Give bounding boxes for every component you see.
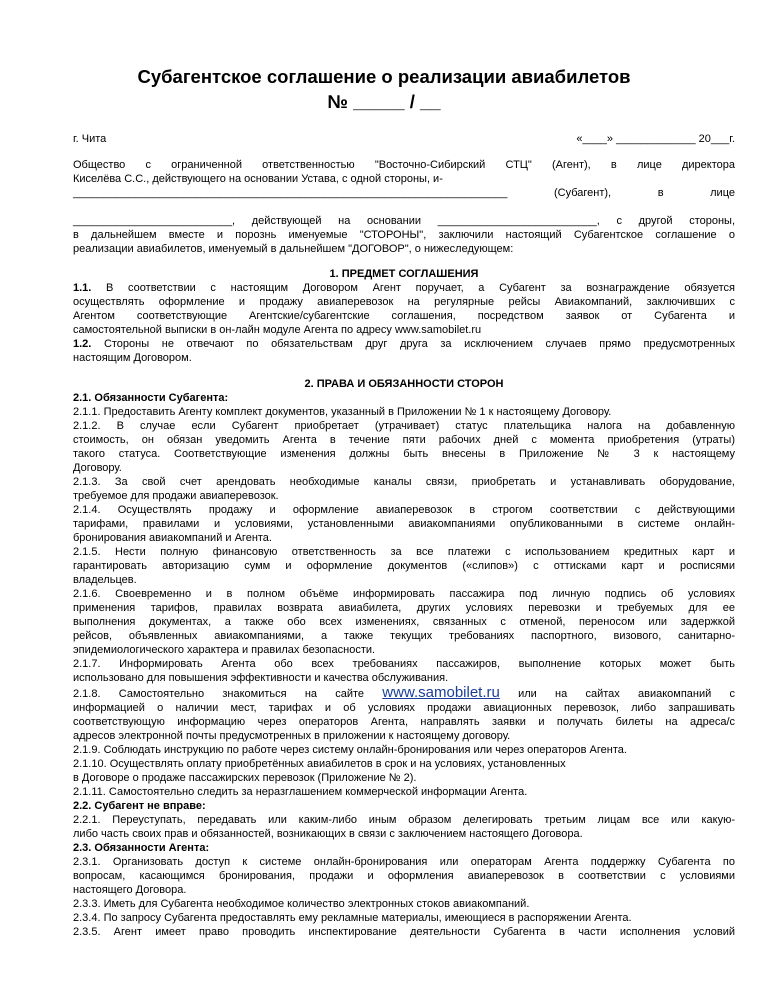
- clause-line: 2.2.1. Переуступать, передавать или каким-либо иным образом делегировать третьим лицам все или какую-: [73, 814, 735, 826]
- clause-line: вопросам, касающимся бронирования, продажи и оформления авиаперевозок в соответствии с условиями: [73, 870, 735, 882]
- clause-line: либо часть своих прав и обязанностей, возникающих в связи с заключением настоящего Договора.: [73, 828, 583, 840]
- clause-line: использовано для повышения эффективности и качества обслуживания.: [73, 672, 449, 684]
- document-title: Субагентское соглашение о реализации авиабилетов: [137, 66, 631, 87]
- clause-line: 2.3.3. Иметь для Субагента необходимое количество электронных стоков авиакомпаний.: [73, 898, 530, 910]
- subsection-heading: 2.2. Субагент не вправе:: [73, 800, 206, 812]
- clause-text: 2.1.8. Самостоятельно знакомиться на сайте: [73, 688, 365, 700]
- clause-line: 2.3.5. Агент имеет право проводить инспектирование деятельности Субагента в части исполнения условий: [73, 926, 735, 938]
- subsection-heading: 2.1. Обязанности Субагента:: [73, 392, 229, 404]
- clause-line: стоимость, он обязан уведомить Агента в течение пяти рабочих дней с момента приобретения (утраты): [73, 434, 735, 446]
- clause-line: 2.1.1. Предоставить Агенту комплект документов, указанный в Приложении № 1 к настоящему Договору.: [73, 406, 612, 418]
- clause-line: в Договоре о продаже пассажирских перевозок (Приложение № 2).: [73, 772, 417, 784]
- date-line: [73, 133, 735, 147]
- clause-line: 2.1.4. Осуществлять продажу и оформление авиаперевозок в строгом соответствии с действующими: [73, 504, 735, 516]
- clause-line: такого статуса. Соответствующие изменения должны быть внесены в Приложение № 3 к настоящему: [73, 448, 735, 460]
- clause-line: [73, 684, 735, 703]
- clause-line: 2.1.7. Информировать Агента обо всех требованиях пассажиров, выполнение которых может быть: [73, 658, 735, 670]
- clause-line: требуемое для продажи авиаперевозок.: [73, 490, 279, 502]
- clause-number: 1.1.: [73, 282, 92, 294]
- clause-line: [73, 338, 735, 352]
- subsection-heading: 2.3. Обязанности Агента:: [73, 842, 210, 854]
- clause-number: 1.2.: [73, 338, 92, 350]
- clause-line: гарантировать авторизацию сумм и оформление документов («слипов») с оттисками карт и росписями: [73, 560, 735, 572]
- section-heading: 2. ПРАВА И ОБЯЗАННОСТИ СТОРОН: [304, 378, 504, 390]
- clause-line: 2.1.11. Самостоятельно следить за неразглашением коммерческой информации Агента.: [73, 786, 528, 798]
- clause-line: соответствующую информацию через операторов Агента, направлять заявки и получать билеты на адреса/с: [73, 716, 735, 728]
- clause-line: 2.1.9. Соблюдать инструкцию по работе через систему онлайн-бронирования или через операторов Агента.: [73, 744, 627, 756]
- clause-line: Договору.: [73, 462, 122, 474]
- clause-line: бронирования авиакомпаний и Агента.: [73, 532, 272, 544]
- clause-line: 2.1.3. За свой счет арендовать необходимые каналы связи, приобретать и устанавливать оборудование,: [73, 476, 735, 488]
- date-text: «____» _____________ 20___г.: [576, 133, 735, 145]
- clause-line: 2.3.4. По запросу Субагента предоставлять ему рекламные материалы, имеющиеся в распоряжении Агента.: [73, 912, 632, 924]
- samobilet-link[interactable]: www.samobilet.ru: [382, 684, 500, 701]
- preamble-line: реализации авиабилетов, именуемый в дальнейшем "ДОГОВОР", о нижеследующем:: [73, 243, 514, 255]
- clause-line: адресов электронной почты предусмотренных в приложении к настоящему договору.: [73, 730, 511, 742]
- section-heading: 1. ПРЕДМЕТ СОГЛАШЕНИЯ: [329, 268, 479, 280]
- preamble-line: Киселёва С.С., действующего на основании Устава, с одной стороны, и-: [73, 173, 443, 185]
- clause-line: [73, 282, 735, 296]
- clause-line: настоящего Договора.: [73, 884, 187, 896]
- clause-line: самостоятельной выписки в он-лайн модуле Агента по адресу www.samobilet.ru: [73, 324, 482, 336]
- clause-line: настоящим Договором.: [73, 352, 192, 364]
- clause-text: В соответствии с настоящим Договором Агент поручает, а Субагент за вознаграждение обязуется: [106, 282, 735, 294]
- city-text: г. Чита: [73, 133, 107, 145]
- preamble-line: Общество с ограниченной ответственностью "Восточно-Сибирский СТЦ" (Агент), в лице директора: [73, 159, 735, 171]
- clause-line: эпидемиологического характера и правилах безопасности.: [73, 644, 376, 656]
- clause-line: 2.1.2. В случае если Субагент приобретает (утрачивает) статус плательщика налога на добавленную: [73, 420, 735, 432]
- document-number: № _____ / __: [327, 91, 441, 112]
- clause-line: тарифами, правилами и условиями, установленными авиакомпаниями опубликованными в системе онлайн-: [73, 518, 735, 530]
- clause-line: 2.3.1. Организовать доступ к системе онлайн-бронирования или операторам Агента поддержку Субагента по: [73, 856, 735, 868]
- clause-line: 2.1.10. Осуществлять оплату приобретённых авиабилетов в срок и на условиях, установленных: [73, 758, 566, 770]
- clause-line: осуществлять оформление и продажу авиаперевозок на регулярные рейсы Авиакомпаний, заключивших с: [73, 296, 735, 308]
- clause-line: применения тарифов, правилах возврата авиабилета, других условиях перевозки и требуемых для ее: [73, 602, 735, 614]
- preamble-line: __________________________, действующей на основании __________________________, с другой стороны,: [73, 215, 735, 227]
- clause-line: выполнения документах, а также обо всех изменениях, связанных с отменой, переносом или задержкой: [73, 616, 735, 628]
- preamble-line: в дальнейшем вместе и порознь именуемые "СТОРОНЫ", заключили настоящий Субагентское соглашение о: [73, 229, 735, 241]
- clause-line: Агентом соответствующие Агентские/субагентские соглашения, посредством заявок от Субагента и: [73, 310, 735, 322]
- clause-text: Стороны не отвечают по обязательствам друг друга за исключением случаев прямо предусмотренных: [103, 338, 735, 350]
- preamble-line: _______________________________________________________________________ (Субагент), в лице: [73, 187, 735, 199]
- clause-line: владельцев.: [73, 574, 137, 586]
- clause-line: 2.1.5. Нести полную финансовую ответственность за все платежи с использованием кредитных карт и: [73, 546, 735, 558]
- clause-text: или на сайтах авиакомпаний с: [518, 688, 736, 700]
- clause-line: информацией о наличии мест, тарифах и об условиях продажи авиационных перевозок, либо запрашивать: [73, 702, 735, 714]
- clause-line: рейсов, объявленных авиакомпаниями, а также текущих требованиях паспортного, визового, санитарно-: [73, 630, 735, 642]
- clause-line: 2.1.6. Своевременно и в полном объёме информировать пассажира под личную подпись об условиях: [73, 588, 735, 600]
